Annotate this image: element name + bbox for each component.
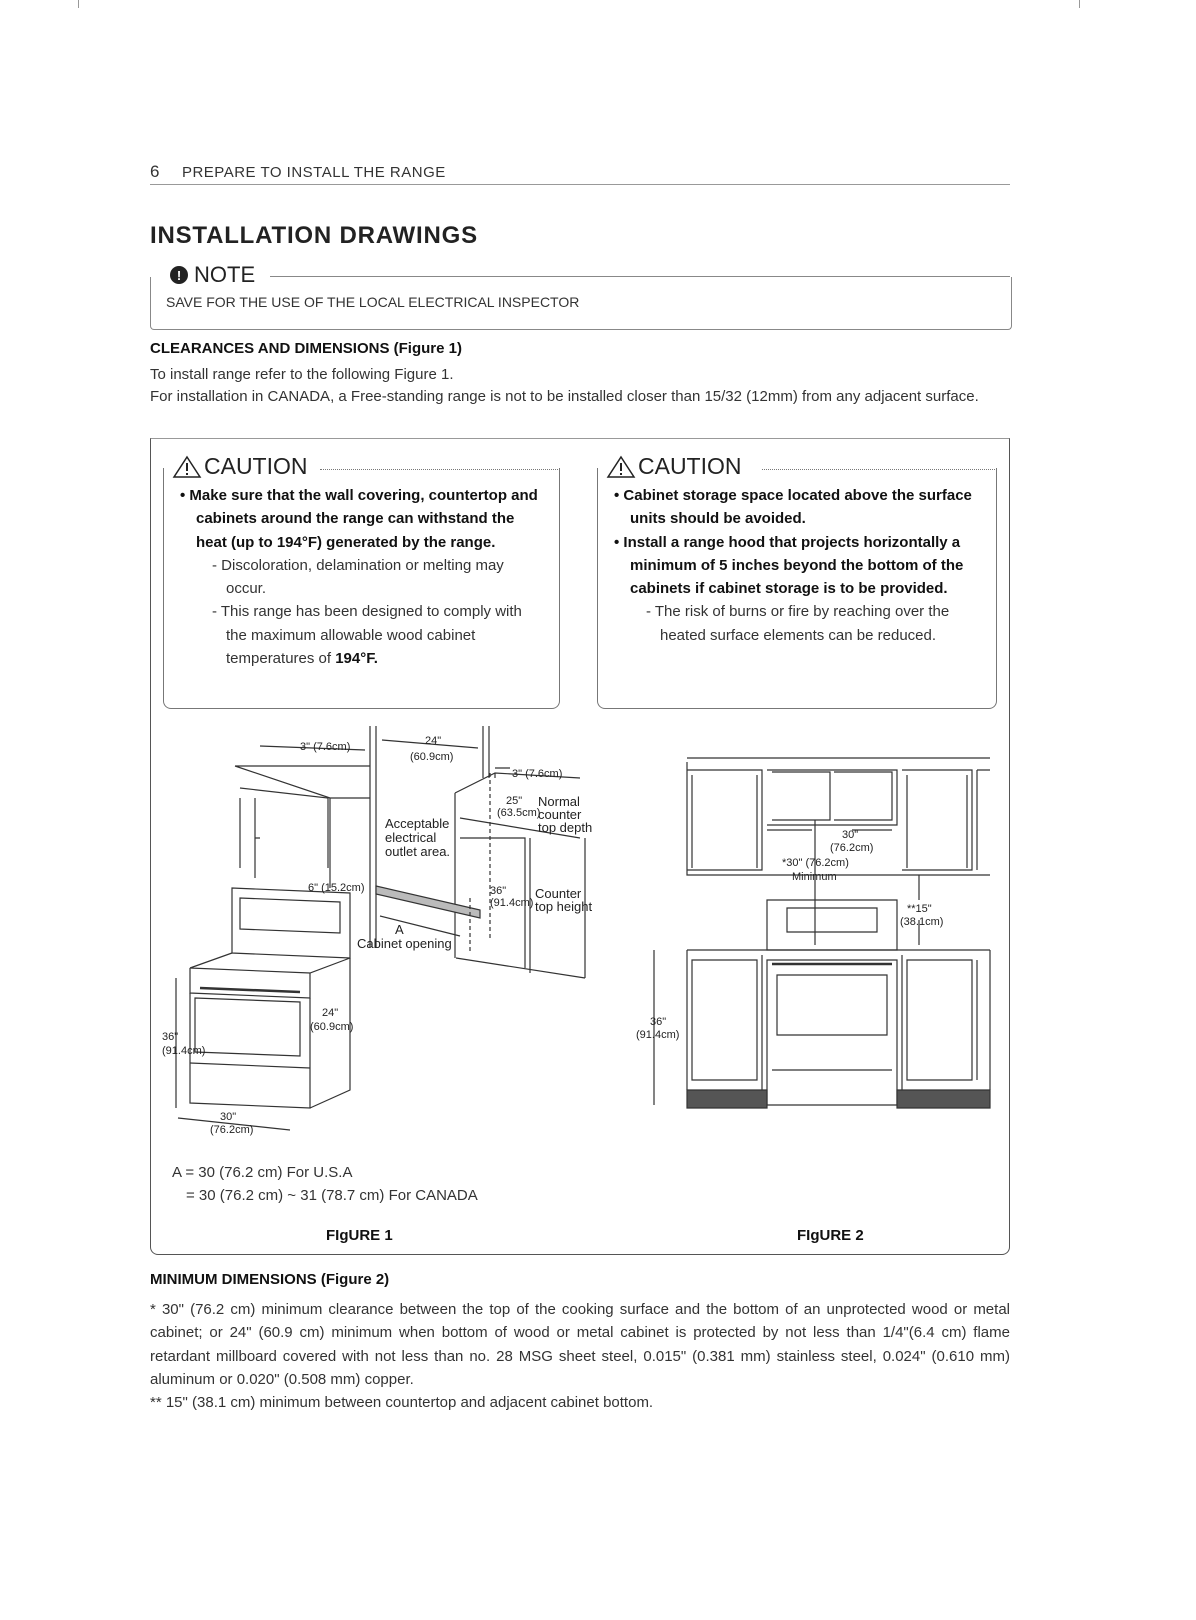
caution-rule-left bbox=[320, 469, 558, 470]
fig2-label-36in: 36" bbox=[650, 1016, 667, 1028]
fig2-label-15in: **15" bbox=[907, 903, 932, 915]
fig1-label-30in: 30" bbox=[220, 1111, 237, 1123]
fig1-label-36in-counter: 36" bbox=[490, 885, 507, 897]
a-key-line2: = 30 (76.2 cm) ~ 31 (78.7 cm) For CANADA bbox=[186, 1187, 478, 1204]
fig1-label-24in-side: 24" bbox=[322, 1007, 339, 1019]
warning-triangle-icon bbox=[172, 455, 202, 479]
caution-right-sub1: - The risk of burns or fire by reaching over the heated surface elements can be reduced. bbox=[646, 603, 950, 644]
fig1-label-acceptable: Acceptable bbox=[385, 816, 450, 831]
fig2-label-15in-cm: (38.1cm) bbox=[900, 916, 944, 928]
clearances-line1: To install range refer to the following Figure 1. bbox=[150, 366, 454, 383]
caution-right-bullet2-text: Install a range hood that projects horizontally a minimum of 5 inches beyond the bottom of the cabinets if cabinet storage is to be provided. bbox=[623, 533, 964, 598]
note-rule bbox=[270, 276, 1010, 277]
caution-right-bullet1-text: Cabinet storage space located above the surface units should be avoided. bbox=[623, 487, 972, 528]
fig1-label-a: A bbox=[395, 922, 404, 937]
figure1-caption: FIgURE 1 bbox=[326, 1227, 393, 1244]
warning-triangle-icon bbox=[606, 455, 636, 479]
caution-left-sub2-bold: 194°F. bbox=[335, 650, 378, 668]
a-key-line1: A = 30 (76.2 cm) For U.S.A bbox=[172, 1164, 353, 1181]
fig1-label-electrical: electrical bbox=[385, 830, 437, 845]
caution-right-bullet2: • Install a range hood that projects horizontally a minimum of 5 inches beyond the bottom of the cabinets if cabinet storage is to be provided. bbox=[614, 533, 964, 598]
footnote-1: * 30" (76.2 cm) minimum clearance between the top of the cooking surface and the bottom of an unprotected wood or metal cabinet; or 24" (60.9 cm) minimum when bottom of wood or metal cabinet is protected by not less than 1/4"(6.4 cm) flame retardant millboard covered with not less than no. 28 MSG sheet steel, 0.015" (0.381 mm) stainless steel, 0.024" (0.610 mm) aluminum or 0.020" (0.508 mm) copper. bbox=[150, 1301, 1010, 1388]
fig2-label-30in: 30" bbox=[842, 829, 859, 841]
caution-label-right: CAUTION bbox=[638, 453, 742, 479]
minimum-heading: MINIMUM DIMENSIONS (Figure 2) bbox=[150, 1271, 390, 1288]
fig1-label-counter: counter bbox=[538, 807, 582, 822]
section-title: PREPARE TO INSTALL THE RANGE bbox=[181, 164, 446, 181]
fig1-label-30in-cm: (76.2cm) bbox=[210, 1124, 254, 1136]
fig1-label-3in-right: 3" (7.6cm) bbox=[512, 768, 563, 780]
fig1-label-24in-side-cm: (60.9cm) bbox=[310, 1021, 354, 1033]
caution-body-left bbox=[180, 484, 545, 670]
fig1-label-24in-top: 24" bbox=[425, 735, 442, 747]
crop-mark-right bbox=[1079, 0, 1080, 8]
fig2-label-minimum: Minimum bbox=[792, 871, 837, 883]
crop-mark-left bbox=[78, 0, 79, 8]
page-header bbox=[150, 162, 1010, 185]
caution-body-right bbox=[614, 484, 982, 647]
caution-rule-right bbox=[762, 469, 995, 470]
footnote-2: ** 15" (38.1 cm) minimum between countertop and adjacent cabinet bottom. bbox=[150, 1394, 654, 1411]
caution-label-left: CAUTION bbox=[204, 453, 308, 479]
caution-left-sub2 bbox=[180, 600, 545, 670]
clearances-line2: For installation in CANADA, a Free-standing range is not to be installed closer than 15/32 (12mm) from any adjacent surface. bbox=[150, 388, 979, 405]
caution-right-bullet1: • Cabinet storage space located above the surface units should be avoided. bbox=[614, 487, 972, 528]
fig1-label-25in: 25" bbox=[506, 795, 523, 807]
note-heading bbox=[166, 262, 263, 288]
info-icon: ! bbox=[170, 266, 188, 284]
figure2-caption: FIgURE 2 bbox=[797, 1227, 864, 1244]
fig1-label-3in-left: 3" (7.6cm) bbox=[300, 741, 351, 753]
caution-left-bullet-text: Make sure that the wall covering, countertop and cabinets around the range can withstand the heat (up to 194°F) generated by the range. bbox=[189, 487, 538, 551]
note-text: SAVE FOR THE USE OF THE LOCAL ELECTRICAL INSPECTOR bbox=[166, 294, 580, 310]
caution-heading-left bbox=[170, 453, 316, 480]
page-number: 6 bbox=[150, 162, 160, 181]
fig2-label-min-30in: *30" (76.2cm) bbox=[782, 857, 849, 869]
page-title: INSTALLATION DRAWINGS bbox=[150, 222, 478, 249]
fig1-label-outlet-area: outlet area. bbox=[385, 844, 451, 859]
fig1-label-24in-top-cm: (60.9cm) bbox=[410, 751, 454, 763]
fig1-label-25in-cm: (63.5cm) bbox=[497, 807, 541, 819]
caution-left-bullet: • Make sure that the wall covering, countertop and cabinets around the range can withstand the heat (up to 194°F) generated by the range. bbox=[180, 487, 538, 551]
fig1-label-36in-height: 36" bbox=[162, 1031, 179, 1043]
fig2-label-36in-cm: (91.4cm) bbox=[636, 1029, 680, 1041]
note-label: NOTE bbox=[194, 262, 256, 287]
caution-left-sub1: - Discoloration, delamination or melting may occur. bbox=[212, 556, 504, 598]
clearances-heading: CLEARANCES AND DIMENSIONS (Figure 1) bbox=[150, 340, 462, 357]
fig1-label-6in: 6" (15.2cm) bbox=[308, 882, 365, 894]
figure2-drawing bbox=[632, 750, 994, 1112]
fig1-label-cabinet-opening: Cabinet opening bbox=[357, 936, 452, 951]
caution-heading-right bbox=[604, 453, 750, 480]
fig1-label-normal: Normal bbox=[538, 794, 580, 809]
fig1-label-counter-top: Counter bbox=[535, 886, 582, 901]
figure1-drawing bbox=[160, 718, 610, 1143]
fig1-label-36in-counter-cm: (91.4cm) bbox=[490, 897, 534, 909]
fig1-label-top-depth: top depth bbox=[538, 820, 593, 835]
fig1-label-top-height: top height bbox=[535, 899, 593, 914]
fig2-label-30in-cm: (76.2cm) bbox=[830, 842, 874, 854]
caution-left-sub2-text: - This range has been designed to comply with the maximum allowable wood cabinet temperatures of bbox=[212, 603, 522, 668]
fig1-label-36in-height-cm: (91.4cm) bbox=[162, 1045, 206, 1057]
